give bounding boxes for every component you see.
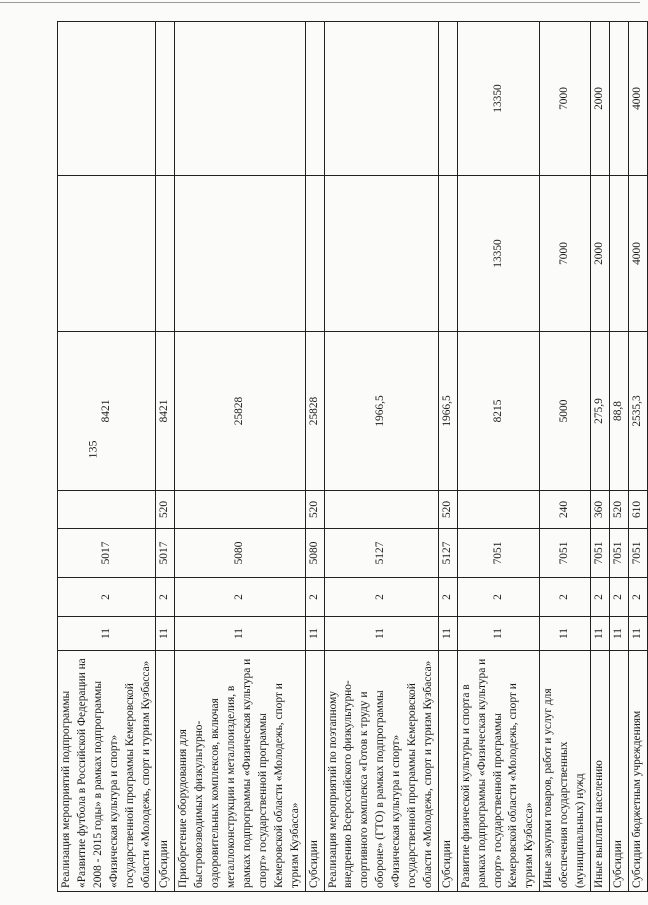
expense-type-cell: 520 (438, 491, 457, 529)
amount-cell-1: 8215 (457, 332, 540, 491)
amount-cell-2 (175, 176, 305, 332)
amount-cell-2: 2000 (591, 176, 610, 332)
table-row (457, 22, 540, 892)
target-code-cell: 7051 (609, 529, 628, 578)
row-name-cell: Иные выплаты населению (591, 651, 610, 892)
amount-cell-1: 25828 (175, 332, 305, 491)
section-cell: 11 (58, 617, 156, 651)
amount-cell-2: 13350 (457, 176, 540, 332)
table-row (609, 22, 628, 892)
section-cell: 11 (324, 617, 438, 651)
subsection-cell: 2 (324, 578, 438, 617)
subsection-cell: 2 (305, 578, 324, 617)
target-code-cell: 5127 (438, 529, 457, 578)
amount-cell-2 (438, 176, 457, 332)
target-code-cell: 7051 (540, 529, 591, 578)
table-row (438, 22, 457, 892)
expense-type-cell (324, 491, 438, 529)
row-name-cell: Субсидии (438, 651, 457, 892)
section-cell: 11 (609, 617, 628, 651)
row-name-cell: Реализация мероприятий по поэтапному внедрению Всероссийского физкультурно-спортивного комплекса «Готов к труду и обороне» (ГТО) в рамках подпрограммы «Физическая культура и спорт» государственной программы Кемеровской области «Молодежь, спорт и туризм Кузбасса» (324, 651, 438, 892)
target-code-cell: 7051 (591, 529, 610, 578)
section-cell: 11 (591, 617, 610, 651)
amount-cell-2: 4000 (628, 176, 647, 332)
target-code-cell: 7051 (457, 529, 540, 578)
row-name-cell: Субсидии (156, 651, 175, 892)
subsection-cell: 2 (58, 578, 156, 617)
target-code-cell: 7051 (628, 529, 647, 578)
expense-type-cell: 520 (609, 491, 628, 529)
amount-cell-3 (58, 22, 156, 176)
subsection-cell: 2 (591, 578, 610, 617)
target-code-cell: 5017 (156, 529, 175, 578)
amount-cell-3: 13350 (457, 22, 540, 176)
section-cell: 11 (457, 617, 540, 651)
amount-cell-3 (175, 22, 305, 176)
amount-cell-2 (324, 176, 438, 332)
section-cell: 11 (540, 617, 591, 651)
table-row (305, 22, 324, 892)
table-row (175, 22, 305, 892)
table-row (58, 22, 156, 892)
table-row (540, 22, 591, 892)
subsection-cell: 2 (457, 578, 540, 617)
amount-cell-3 (156, 22, 175, 176)
target-code-cell: 5080 (305, 529, 324, 578)
subsection-cell: 2 (175, 578, 305, 617)
amount-cell-1: 5000 (540, 332, 591, 491)
expense-type-cell: 520 (156, 491, 175, 529)
row-name-cell: Субсидии бюджетным учреждениям (628, 651, 647, 892)
expense-type-cell: 240 (540, 491, 591, 529)
page-number: 135 (85, 440, 100, 459)
row-name-cell: Развитие физической культуры и спорта в рамках подпрограммы «Физическая культура и спорт» государственной программы Кемеровской области «Молодежь, спорт и туризм Кузбасса» (457, 651, 540, 892)
amount-cell-2 (58, 176, 156, 332)
amount-cell-2 (609, 176, 628, 332)
amount-cell-2 (305, 176, 324, 332)
expense-type-cell (457, 491, 540, 529)
subsection-cell: 2 (628, 578, 647, 617)
amount-cell-1: 275,9 (591, 332, 610, 491)
amount-cell-3 (305, 22, 324, 176)
amount-cell-3: 4000 (628, 22, 647, 176)
section-cell: 11 (175, 617, 305, 651)
amount-cell-1: 25828 (305, 332, 324, 491)
target-code-cell: 5127 (324, 529, 438, 578)
table-row (324, 22, 438, 892)
section-cell: 11 (438, 617, 457, 651)
amount-cell-3 (609, 22, 628, 176)
amount-cell-1: 88,8 (609, 332, 628, 491)
expense-type-cell (175, 491, 305, 529)
expense-type-cell: 610 (628, 491, 647, 529)
amount-cell-1: 8421 (156, 332, 175, 491)
table-row (628, 22, 647, 892)
section-cell: 11 (305, 617, 324, 651)
section-cell: 11 (628, 617, 647, 651)
row-name-cell: Реализация мероприятий подпрограммы «Развитие футбола в Российской Федерации на 2008 - 2015 годы» в рамках подпрограммы «Физическая культура и спорт» государственной программы Кемеровской области «Молодежь, спорт и туризм Кузбасса» (58, 651, 156, 892)
row-name-cell: Субсидии (305, 651, 324, 892)
subsection-cell: 2 (156, 578, 175, 617)
amount-cell-1: 2535,3 (628, 332, 647, 491)
row-name-cell: Приобретение оборудования для быстровозводимых физкультурно-оздоровительных комплексов, включая металлоконструкции и металлоизделия, в рамках подпрограммы «Физическая культура и спорт» государственной программы Кемеровской области «Молодежь, спорт и туризм Кузбасса» (175, 651, 305, 892)
row-name-cell: Субсидии (609, 651, 628, 892)
amount-cell-2: 7000 (540, 176, 591, 332)
table-row (156, 22, 175, 892)
amount-cell-3: 2000 (591, 22, 610, 176)
table-row (591, 22, 610, 892)
subsection-cell: 2 (609, 578, 628, 617)
target-code-cell: 5080 (175, 529, 305, 578)
budget-table (57, 21, 648, 892)
subsection-cell: 2 (540, 578, 591, 617)
amount-cell-2 (156, 176, 175, 332)
section-cell: 11 (156, 617, 175, 651)
amount-cell-1: 1966,5 (438, 332, 457, 491)
target-code-cell: 5017 (58, 529, 156, 578)
amount-cell-3 (324, 22, 438, 176)
expense-type-cell: 360 (591, 491, 610, 529)
amount-cell-1: 8421 (58, 332, 156, 491)
amount-cell-1: 1966,5 (324, 332, 438, 491)
row-name-cell: Иные закупки товаров, работ и услуг для обеспечения государственных (муниципальных) нужд (540, 651, 591, 892)
amount-cell-3 (438, 22, 457, 176)
expense-type-cell: 520 (305, 491, 324, 529)
amount-cell-3: 7000 (540, 22, 591, 176)
subsection-cell: 2 (438, 578, 457, 617)
expense-type-cell (58, 491, 156, 529)
